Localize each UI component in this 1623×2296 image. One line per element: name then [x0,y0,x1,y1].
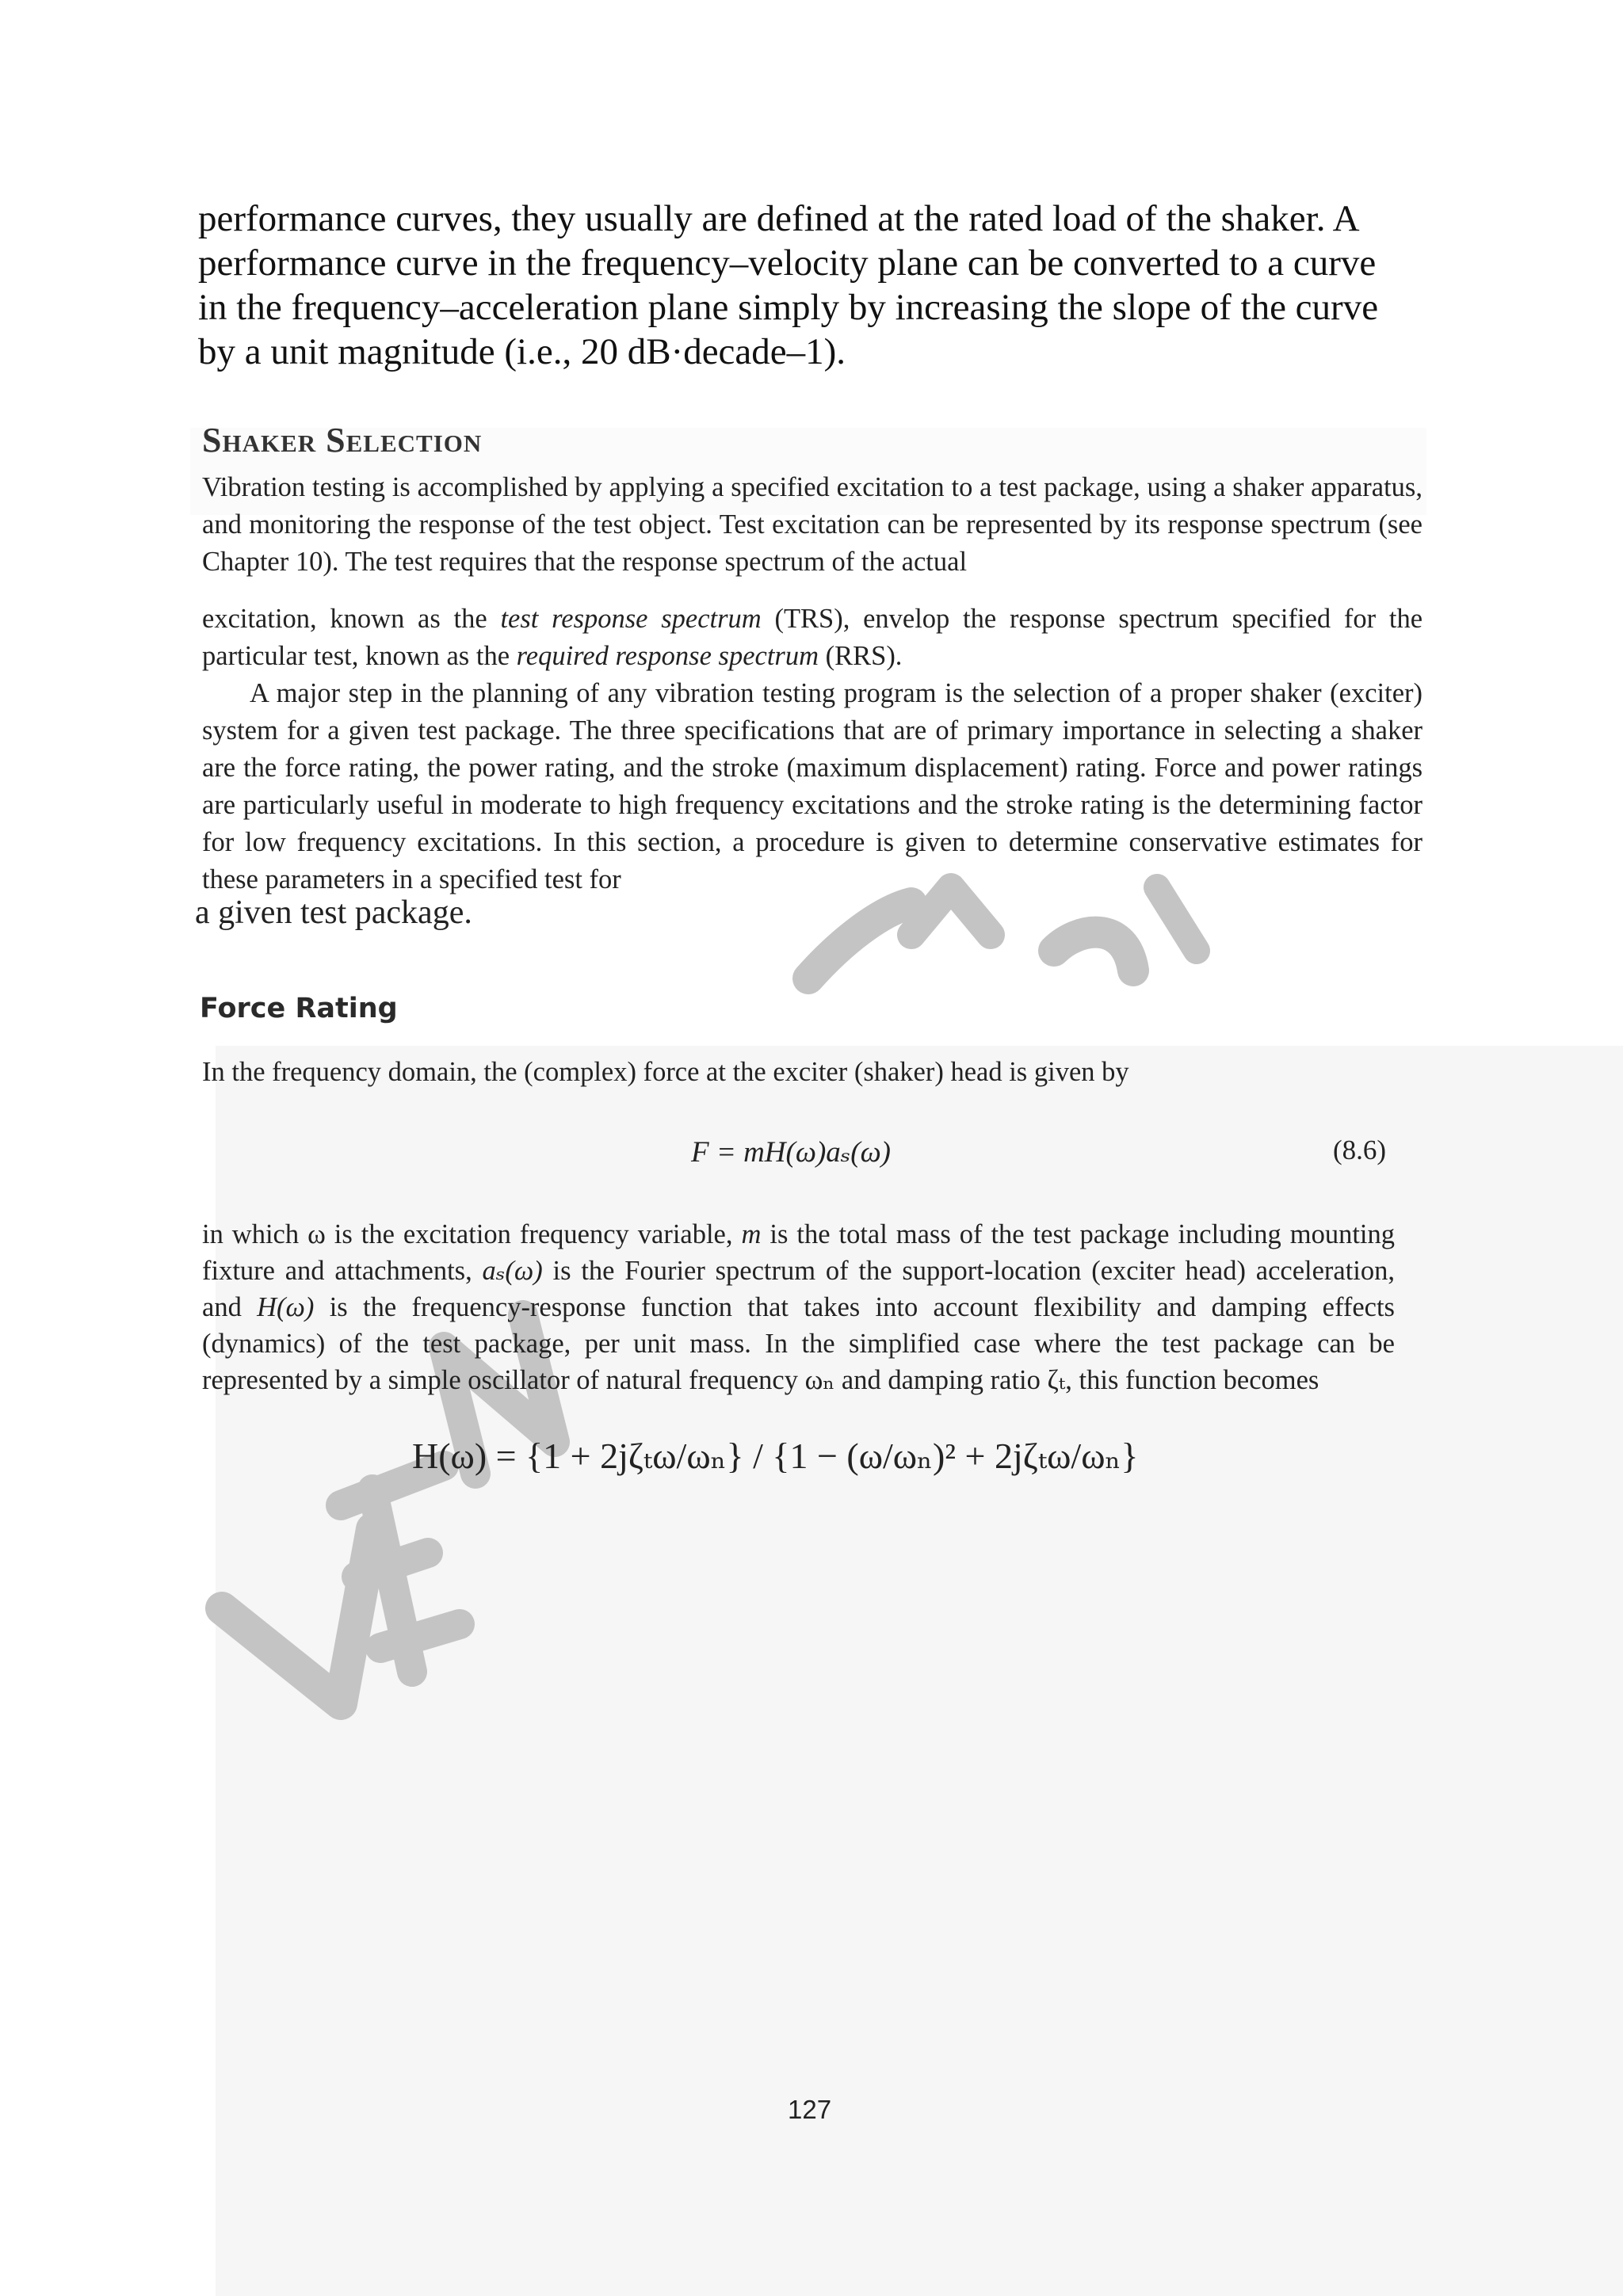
text-span: (TRS), envelop the response spectrum specified for the particular test, known as the [202,604,1423,671]
paragraph-response-spectrum [202,601,1423,675]
intro-line: by a unit magnitude (i.e., 20 dB·decade–1). [198,331,846,372]
section-title: Shaker Selection [202,421,483,460]
intro-line: performance curves, they usually are defined at the rated load of the shaker. A [198,198,1360,239]
paragraph-frequency-domain: In the frequency domain, the (complex) force at the exciter (shaker) head is given by [202,1057,1129,1087]
watermark-stroke-arc3 [1054,933,1133,971]
text-span: in which ω is the excitation frequency variable, [202,1219,742,1249]
paragraph-shaker-planning: A major step in the planning of any vibration testing program is the selection of a proper shaker (exciter) system for a given test package. The three specifications that are of primary importance in selecting a shaker are the force rating, the power rating, and the stroke (maximum displacement) rating. Force and power ratings are particularly useful in moderate to high frequency excitations and the stroke rating is the determining factor for low frequency excitations. In this section, a procedure is given to determine conservative estimates for these parameters in a specified test for [202,678,1423,894]
intro-line: performance curve in the frequency–velocity plane can be converted to a curve [198,242,1377,284]
term-rrs: required response spectrum [516,641,819,671]
text-span: (RRS). [819,641,903,671]
term-trs: test response spectrum [500,604,762,634]
text-span: is the frequency-response function that takes into account flexibility and damping effects (dynamics) of the test package, per unit mass. In the simplified case where the test package can be represented by a simple oscillator of natural frequency ωₙ and damping ratio ζₜ, this function becomes [202,1292,1395,1395]
intro-paragraph [198,196,1434,374]
text-span: is the Fourier spectrum of the support-location (exciter head) acceleration, and [202,1256,1395,1322]
equation-frequency-response: H(ω) = {1 + 2jζₜω/ωₙ} / {1 − (ω/ωₙ)² + 2jζₜω/ωₙ} [412,1436,1139,1476]
subheading-force-rating: Force Rating [200,993,398,1024]
symbol-h: H(ω) [257,1292,315,1322]
symbol-as: aₛ(ω) [482,1256,543,1286]
watermark-stroke-arc1 [808,903,911,978]
text-span: is the total mass of the test package including mounting fixture and attachments, [202,1219,1395,1286]
equation-number: (8.6) [1333,1135,1387,1165]
text-span: excitation, known as the [202,604,501,634]
paragraph-vibration-testing: Vibration testing is accomplished by applying a specified excitation to a test package, using a shaker apparatus, and monitoring the response of the test object. Test excitation can be represented by its response spectrum (see Chapter 10). The test requires that the response spectrum of the actual [202,472,1423,577]
paragraph-last-line: a given test package. [195,894,472,931]
intro-line: in the frequency–acceleration plane simply by increasing the slope of the curve [198,287,1379,328]
paragraph-excitation-variables [202,1216,1395,1398]
page-number: 127 [788,2095,832,2124]
symbol-m: m [741,1219,762,1249]
equation-force: F = mH(ω)aₛ(ω) [691,1136,892,1169]
